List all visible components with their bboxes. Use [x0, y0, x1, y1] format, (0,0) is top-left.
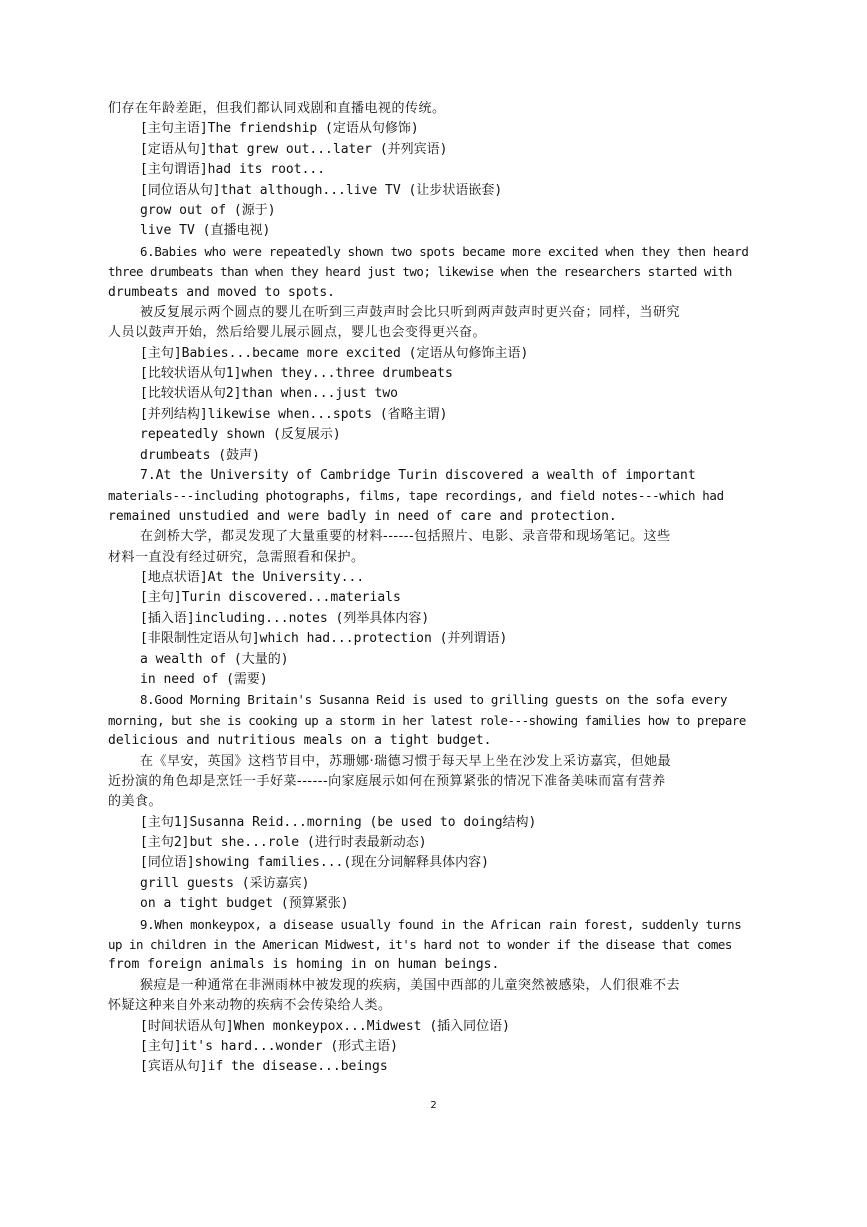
text-line: [并列结构]likewise when...spots (省略主谓) — [140, 406, 448, 422]
text-line: [主句]it's hard...wonder (形式主语) — [140, 1038, 399, 1054]
text-line: 9.When monkeypox, a disease usually found in the African rain forest, suddenly turns — [140, 916, 742, 932]
text-line: [主句]Babies...became more excited (定语从句修饰主语) — [140, 345, 529, 361]
text-line: 猴痘是一种通常在非洲雨林中被发现的疾病，美国中西部的儿童突然被感染，人们很难不去 — [140, 977, 681, 993]
text-line: materials---including photographs, films, tape recordings, and field notes---which had — [108, 488, 724, 504]
page-number: 2 — [430, 1100, 437, 1111]
text-line: morning, but she is cooking up a storm in her latest role---showing families how to prepare — [108, 712, 746, 728]
text-line: drumbeats (鼓声) — [140, 447, 260, 463]
text-line: 材料一直没有经过研究，急需照看和保护。 — [108, 549, 365, 565]
text-line: 在剑桥大学，都灵发现了大量重要的材料------包括照片、电影、录音带和现场笔记。这些 — [140, 529, 671, 545]
text-line: [比较状语从句1]when they...three drumbeats — [140, 366, 453, 382]
text-line: 人员以鼓声开始，然后给婴儿展示圆点，婴儿也会变得更兴奋。 — [108, 325, 487, 341]
text-line: [非限制性定语从句]which had...protection (并列谓语) — [140, 631, 508, 647]
text-line: on a tight budget (预算紧张) — [140, 896, 349, 912]
text-line: [主句2]but she...role (进行时表最新动态) — [140, 835, 427, 851]
text-line: [同位语从句]that although...live TV (让步状语嵌套) — [140, 182, 503, 198]
text-line: grill guests (采访嘉宾) — [140, 875, 310, 891]
text-line: delicious and nutritious meals on a tight budget. — [108, 733, 492, 749]
text-line: 被反复展示两个圆点的婴儿在听到三声鼓声时会比只听到两声鼓声时更兴奋；同样，当研究 — [140, 304, 681, 320]
text-line: [时间状语从句]When monkeypox...Midwest (插入同位语) — [140, 1018, 510, 1034]
text-line: 的美食。 — [108, 794, 163, 810]
text-line: [主句]Turin discovered...materials — [140, 590, 401, 606]
text-line: [比较状语从句2]than when...just two — [140, 386, 399, 402]
text-line: 6.Babies who were repeatedly shown two spots became more excited when they then heard — [140, 243, 749, 259]
text-line: grow out of (源于) — [140, 202, 276, 218]
text-line: 怀疑这种来自外来动物的疾病不会传染给人类。 — [108, 998, 392, 1014]
text-line: drumbeats and moved to spots. — [108, 284, 335, 300]
text-line: [定语从句]that grew out...later (并列宾语) — [140, 141, 448, 157]
text-line: up in children in the American Midwest, it's hard not to wonder if the disease that comes — [108, 937, 732, 953]
text-line: 近扮演的角色却是烹饪一手好菜------向家庭展示如何在预算紧张的情况下准备美味而富有营养 — [108, 773, 666, 789]
text-line: repeatedly shown (反复展示) — [140, 427, 341, 443]
text-line: [宾语从句]if the disease...beings — [140, 1059, 388, 1075]
text-line: 8.Good Morning Britain's Susanna Reid is used to grilling guests on the sofa every — [140, 692, 728, 708]
text-line: [主句主语]The friendship (定语从句修饰) — [140, 121, 419, 137]
text-line: 7.At the University of Cambridge Turin discovered a wealth of important — [140, 468, 696, 484]
text-line: three drumbeats than when they heard just two; likewise when the researchers started with — [108, 264, 732, 280]
text-line: [地点状语]At the University... — [140, 569, 365, 585]
text-line: 们存在年龄差距，但我们都认同戏剧和直播电视的传统。 — [108, 101, 446, 116]
text-line: [主句1]Susanna Reid...morning (be used to doing结构) — [140, 814, 537, 830]
text-line: [主句谓语]had its root... — [140, 162, 326, 178]
text-line: remained unstudied and were badly in need of care and protection. — [108, 508, 617, 524]
text-line: [插入语]including...notes (列举具体内容) — [140, 610, 430, 626]
text-line: in need of (需要) — [140, 671, 268, 687]
text-line: a wealth of (大量的) — [140, 651, 289, 667]
text-line: live TV (直播电视) — [140, 223, 271, 239]
text-line: [同位语]showing families...(现在分词解释具体内容) — [140, 855, 490, 871]
text-line: 在《早安，英国》这档节目中，苏珊娜·瑞德习惯于每天早上坐在沙发上采访嘉宾，但她最 — [140, 753, 672, 769]
text-line: from foreign animals is homing in on human beings. — [108, 957, 500, 973]
document-body — [108, 99, 770, 1078]
